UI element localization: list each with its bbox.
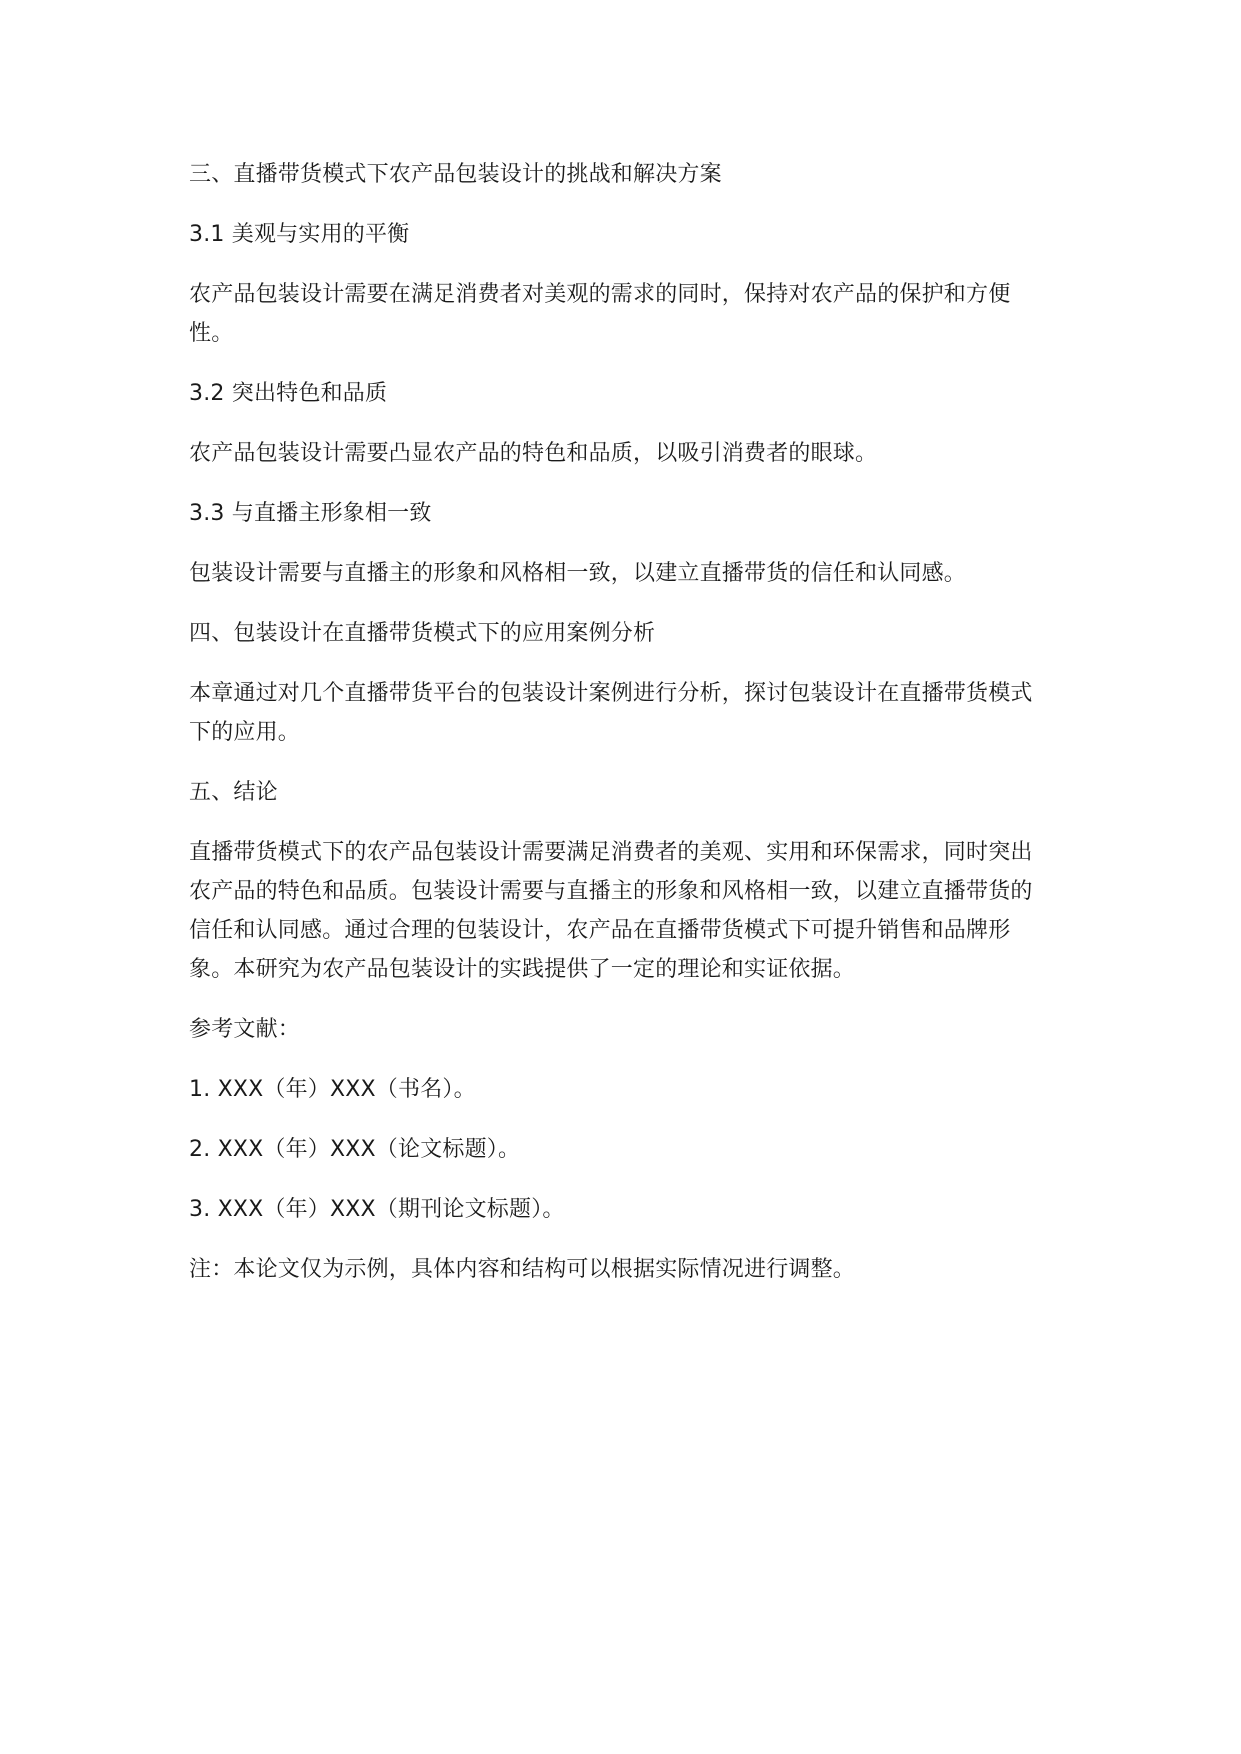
subsection-heading-3-3: 3.3 与直播主形象相一致	[189, 501, 432, 526]
references-heading: 参考文献：	[189, 1017, 301, 1042]
paragraph-4: 本章通过对几个直播带货平台的包装设计案例进行分析，探讨包装设计在直播带货模式下的应用。	[189, 681, 1033, 745]
section-heading-3: 三、直播带货模式下农产品包装设计的挑战和解决方案	[189, 162, 722, 187]
section-heading-5: 五、结论	[189, 780, 278, 805]
paragraph-3-1: 农产品包装设计需要在满足消费者对美观的需求的同时，保持对农产品的保护和方便性。	[189, 282, 1011, 346]
reference-item-1: 1. XXX（年）XXX（书名）。	[189, 1077, 476, 1102]
paragraph-3-3: 包装设计需要与直播主的形象和风格相一致，以建立直播带货的信任和认同感。	[189, 561, 967, 586]
paragraph-5: 直播带货模式下的农产品包装设计需要满足消费者的美观、实用和环保需求，同时突出农产品的特色和品质。包装设计需要与直播主的形象和风格相一致，以建立直播带货的信任和认同感。通过合理的包装设计，农产品在直播带货模式下可提升销售和品牌形象。本研究为农产品包装设计的实践提供了一定的理论和实证依据。	[189, 840, 1033, 982]
subsection-heading-3-1: 3.1 美观与实用的平衡	[189, 222, 410, 247]
document-body	[189, 155, 1051, 1310]
paragraph-3-2: 农产品包装设计需要凸显农产品的特色和品质，以吸引消费者的眼球。	[189, 441, 878, 466]
note-paragraph: 注：本论文仅为示例，具体内容和结构可以根据实际情况进行调整。	[189, 1257, 856, 1282]
subsection-heading-3-2: 3.2 突出特色和品质	[189, 381, 388, 406]
reference-item-3: 3. XXX（年）XXX（期刊论文标题）。	[189, 1197, 565, 1222]
section-heading-4: 四、包装设计在直播带货模式下的应用案例分析	[189, 621, 656, 646]
reference-item-2: 2. XXX（年）XXX（论文标题）。	[189, 1137, 521, 1162]
